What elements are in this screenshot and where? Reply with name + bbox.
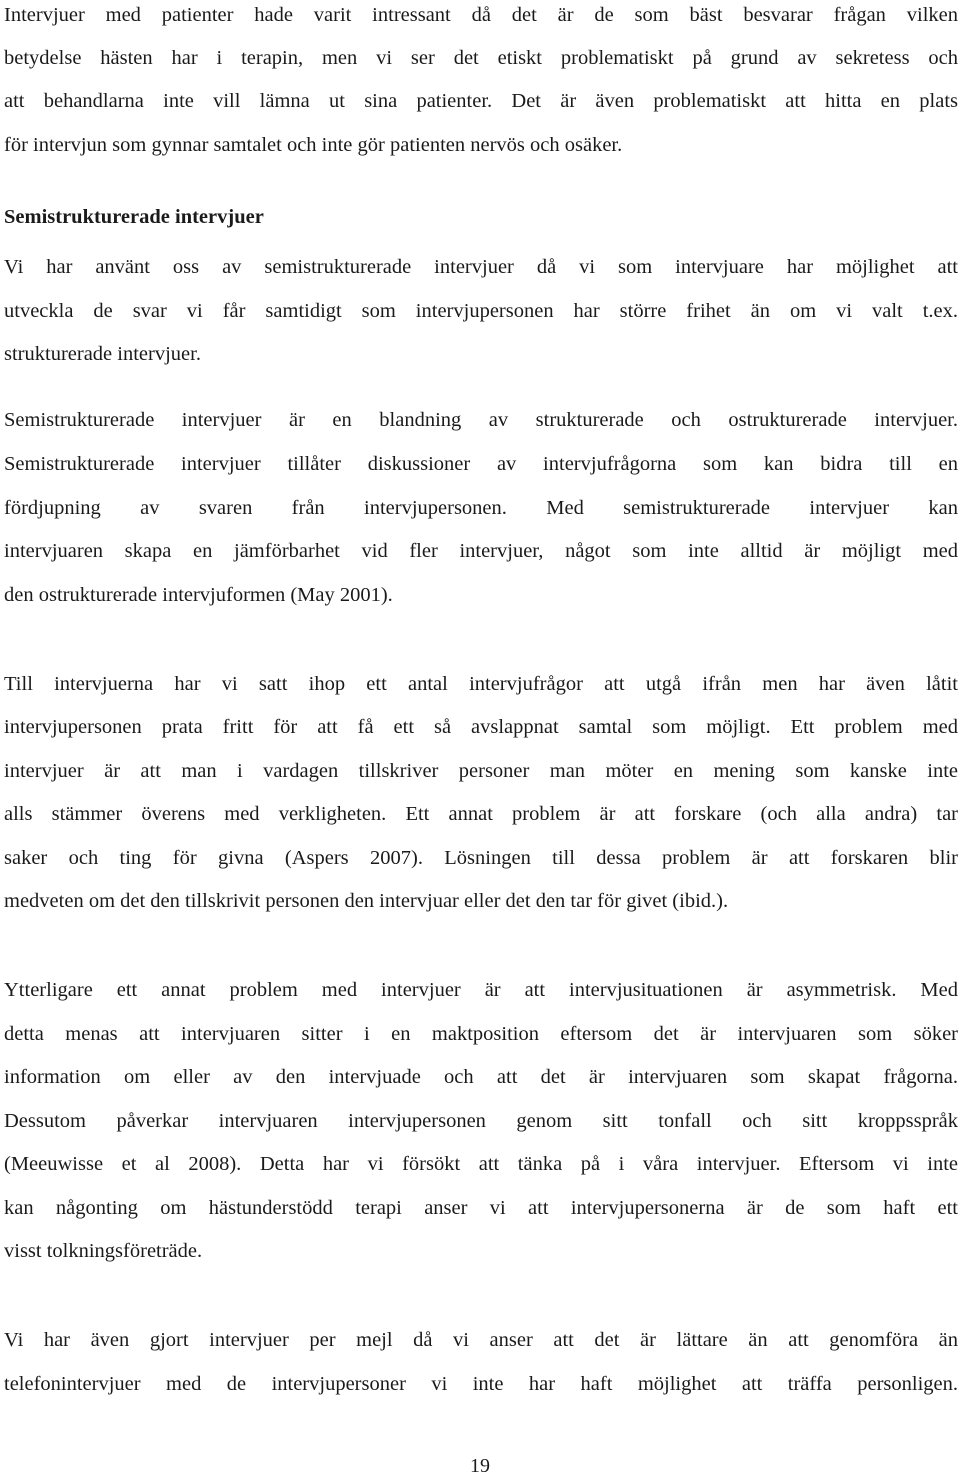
- paragraph-line: (Meeuwisse et al 2008). Detta har vi försökt att tänka på i våra intervjuer. Eftersom vi inte: [4, 1153, 958, 1175]
- paragraph-line: Dessutom påverkar intervjuaren intervjupersonen genom sitt tonfall och sitt kroppsspråk: [4, 1110, 958, 1132]
- paragraph-line: telefonintervjuer med de intervjupersoner vi inte har haft möjlighet att träffa personligen.: [4, 1373, 958, 1395]
- paragraph-line: alls stämmer överens med verkligheten. Ett annat problem är att forskare (och alla andra) tar: [4, 803, 958, 825]
- paragraph-line: visst tolkningsföreträde.: [4, 1240, 203, 1262]
- intro-line: att behandlarna inte vill lämna ut sina patienter. Det är även problematiskt att hitta en plats: [4, 90, 958, 112]
- intro-line: för intervjun som gynnar samtalet och inte gör patienten nervös och osäker.: [4, 134, 623, 156]
- paragraph-line: strukturerade intervjuer.: [4, 343, 201, 365]
- paragraph-line: Semistrukturerade intervjuer tillåter diskussioner av intervjufrågorna som kan bidra till en: [4, 453, 958, 475]
- paragraph-line: Till intervjuerna har vi satt ihop ett antal intervjufrågor att utgå ifrån men har även låtit: [4, 673, 958, 695]
- paragraph-line: medveten om det den tillskrivit personen den intervjuar eller det den tar för givet (ibid.).: [4, 890, 729, 912]
- page-number: 19: [470, 1455, 490, 1477]
- paragraph-line: intervjupersonen prata fritt för att få ett så avslappnat samtal som möjligt. Ett problem med: [4, 716, 958, 738]
- paragraph-line: saker och ting för givna (Aspers 2007). Lösningen till dessa problem är att forskaren blir: [4, 847, 958, 869]
- paragraph-line: kan någonting om hästunderstödd terapi anser vi att intervjupersonerna är de som haft ett: [4, 1197, 958, 1219]
- paragraph-line: information om eller av den intervjuade och att det är intervjuaren som skapat frågorna.: [4, 1066, 958, 1088]
- paragraph-line: Vi har använt oss av semistrukturerade intervjuer då vi som intervjuare har möjlighet att: [4, 256, 958, 278]
- paragraph-line: Vi har även gjort intervjuer per mejl då vi anser att det är lättare än att genomföra än: [4, 1329, 958, 1351]
- paragraph-line: den ostrukturerade intervjuformen (May 2001).: [4, 584, 393, 606]
- paragraph-line: utveckla de svar vi får samtidigt som intervjupersonen har större frihet än om vi valt t.ex.: [4, 300, 958, 322]
- paragraph-line: intervjuer är att man i vardagen tillskriver personer man möter en mening som kanske inte: [4, 760, 958, 782]
- paragraph-line: intervjuaren skapa en jämförbarhet vid fler intervjuer, något som inte alltid är möjligt med: [4, 540, 958, 562]
- section-heading: Semistrukturerade intervjuer: [4, 206, 264, 228]
- intro-line: betydelse hästen har i terapin, men vi ser det etiskt problematiskt på grund av sekretess och: [4, 47, 958, 69]
- paragraph-line: detta menas att intervjuaren sitter i en maktposition eftersom det är intervjuaren som söker: [4, 1023, 958, 1045]
- paragraph-line: Semistrukturerade intervjuer är en blandning av strukturerade och ostrukturerade intervjuer.: [4, 409, 958, 431]
- paragraph-line: fördjupning av svaren från intervjupersonen. Med semistrukturerade intervjuer kan: [4, 497, 958, 519]
- intro-line: Intervjuer med patienter hade varit intressant då det är de som bäst besvarar frågan vilken: [4, 4, 958, 26]
- paragraph-line: Ytterligare ett annat problem med intervjuer är att intervjusituationen är asymmetrisk. Med: [4, 979, 958, 1001]
